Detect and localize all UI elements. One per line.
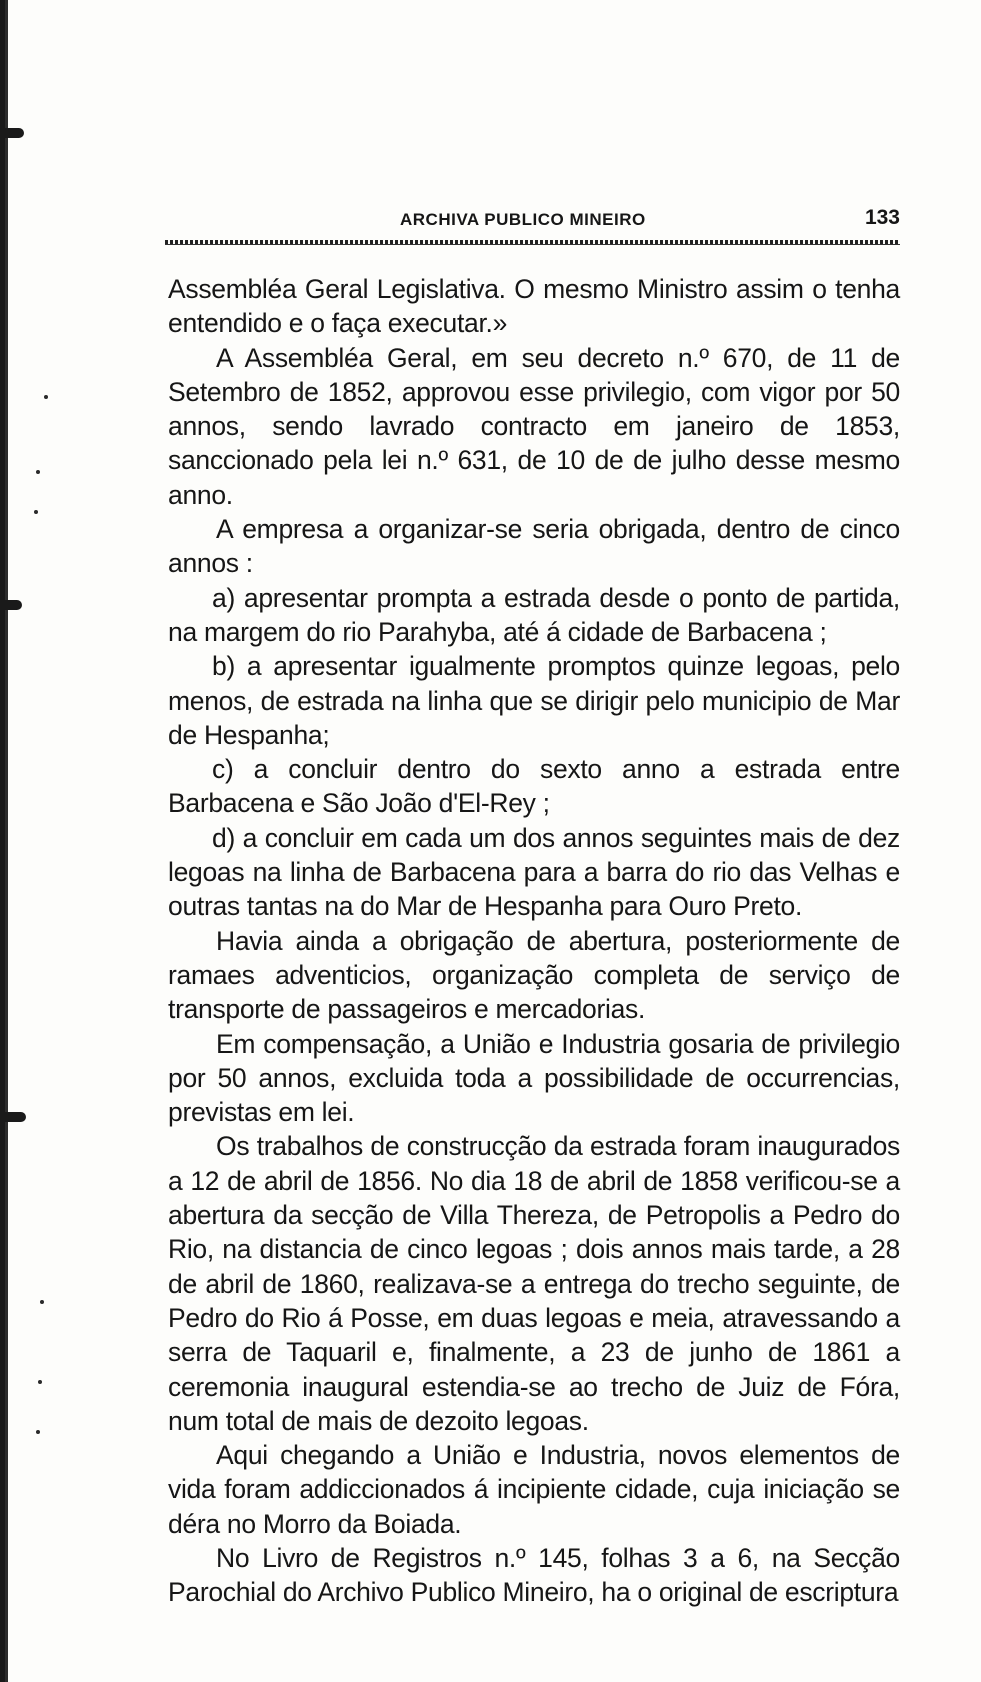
paragraph: Os trabalhos de construcção da estrada foram inaugurados a 12 de abril de 1856. No dia 18 de abril de 1858 verificou-se a abertura da secção de Villa Thereza, de Petropolis a Pedro do Rio, na distancia de cinco legoas ; dois annos mais tarde, a 28 de abril de 1860, realizava-se a entrega do trecho seguinte, de Pedro do Rio á Posse, em duas legoas e meia, atravessando a serra de Taquaril e, finalmente, a 23 de junho de 1861 a ceremonia inaugural estendia-se ao trecho de Juiz de Fóra, num total de mais de dezoito legoas. [168,1131,900,1436]
paragraph: Havia ainda a obrigação de abertura, posteriormente de ramaes adventicios, organização completa de serviço de transporte de passageiros e mercadorias. [168,925,900,1025]
ink-speck [36,470,40,474]
ink-speck [38,1380,42,1384]
ink-speck [44,395,48,399]
paragraph: Assembléa Geral Legislativa. O mesmo Ministro assim o tenha entendido e o faça executar.» [168,274,900,339]
list-item: a) apresentar prompta a estrada desde o ponto de partida, na margem do rio Parahyba, até á cidade de Barbacena ; [168,582,900,647]
paragraph: Aqui chegando a União e Industria, novos elementos de vida foram addiccionados á incipiente cidade, cuja iniciação se déra no Morro da Boiada. [168,1440,900,1539]
binding-mark [0,128,24,138]
page-number: 133 [864,206,900,229]
paragraph: No Livro de Registros n.º 145, folhas 3 a 6, na Secção Parochial do Archivo Publico Mineiro, ha o original de escriptura [168,1542,900,1608]
ink-speck [36,1430,40,1434]
paragraph: A empresa a organizar-se seria obrigada, dentro de cinco annos : [168,514,900,579]
binding-mark [0,600,22,610]
running-header [165,202,900,232]
body-text [168,272,900,1610]
ink-speck [40,1300,44,1304]
running-title: ARCHIVA PUBLICO MINEIRO [400,210,646,229]
header-rule [165,240,900,245]
list-item: c) a concluir dentro do sexto anno a estrada entre Barbacena e São João d'El-Rey ; [168,754,900,819]
list-item: b) a apresentar igualmente promptos quinze legoas, pelo menos, de estrada na linha que se dirigir pelo municipio de Mar de Hespanha; [168,651,900,750]
paragraph: A Assembléa Geral, em seu decreto n.º 670, de 11 de Setembro de 1852, approvou esse privilegio, com vigor por 50 annos, sendo lavrado contracto em janeiro de 1853, sanccionado pela lei n.º 631, de 10 de de julho desse mesmo anno. [168,342,900,510]
binding-mark [0,1112,26,1122]
binding-edge [0,0,12,1682]
ink-speck [34,510,38,514]
paragraph: Em compensação, a União e Industria gosaria de privilegio por 50 annos, excluida toda a possibilidade de occurrencias, previstas em lei. [168,1028,900,1128]
list-item: d) a concluir em cada um dos annos seguintes mais de dez legoas na linha de Barbacena para a barra do rio das Velhas e outras tantas na do Mar de Hespanha para Ouro Preto. [168,822,900,922]
